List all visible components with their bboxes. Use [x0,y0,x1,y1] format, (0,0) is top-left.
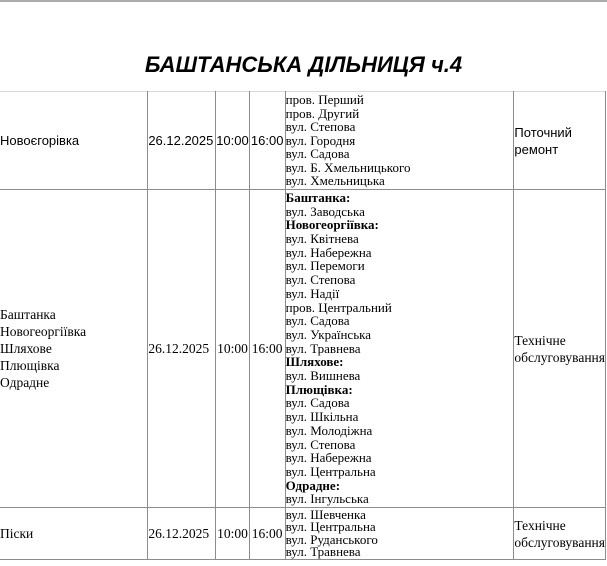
settlement-list [0,132,147,149]
start-time-cell: 10:00 [216,190,250,508]
settlement-cell [0,190,148,508]
street-name: вул. Руданського [285,531,378,547]
street-name: вул. Степова [285,436,356,452]
settlement-name: Баштанка [0,307,56,322]
street-group-header: Плющівка: [285,381,353,397]
work-type-label: Поточний ремонт [514,124,572,157]
outage-schedule-table [0,91,606,560]
street-name: вул. Вишнева [285,368,361,384]
end-time-cell: 16:00 [249,508,285,560]
street-name: вул. Б. Хмельницького [285,159,411,175]
street-name: вул. Центральна [285,463,376,479]
street-group-header: Новогеоргіївка: [285,217,379,233]
street-name: вул. Шевченка [285,506,366,522]
street-group-header: Баштанка: [285,189,351,205]
streets-cell [285,92,514,190]
work-type-label: Технічне обслуговування [514,332,605,365]
street-name: пров. Другий [285,105,360,121]
street-list [285,506,514,559]
settlement-name: Новогеоргіївка [0,324,87,339]
work-type-cell [514,190,606,508]
date-cell: 26.12.2025 [148,508,216,560]
street-name: вул. Молодіжна [285,422,373,438]
street-name: вул. Набережна [285,244,372,260]
street-list [286,93,514,188]
street-name: вул. Надії [285,285,340,301]
page-title: БАШТАНСЬКА ДІЛЬНИЦЯ ч.4 [144,52,463,77]
street-name: вул. Травнева [285,340,361,356]
settlement-cell [0,508,148,560]
schedule-row [0,92,606,190]
settlement-name: Одрадне [0,375,50,390]
street-name: вул. Садова [285,146,350,162]
street-list [286,191,514,506]
work-type-label: Технічне обслуговування [514,517,605,550]
settlement-name: Новоєгорівка [0,133,80,148]
street-name: пров. Перший [285,92,364,108]
schedule-row [0,508,606,560]
settlement-cell [0,92,148,190]
settlement-name: Плющівка [0,358,60,373]
top-divider-rule [0,0,607,2]
date-cell: 26.12.2025 [148,190,216,508]
settlement-list [0,525,147,542]
settlement-list [0,306,147,391]
settlement-name: Піски [0,526,34,541]
street-name: вул. Садова [285,395,350,411]
street-name: вул. Заводська [285,203,365,219]
street-name: вул. Українська [285,326,372,342]
street-name: вул. Городня [285,132,356,148]
work-type-cell [514,508,606,560]
streets-cell [285,190,514,508]
street-name: вул. Степова [285,119,356,135]
street-name: вул. Травнева [285,544,361,559]
street-name: вул. Квітнева [285,231,359,247]
schedule-row [0,190,606,508]
start-time-cell: 10:00 [216,508,250,560]
start-time-cell: 10:00 [216,92,250,190]
street-name: вул. Степова [285,272,356,288]
street-group-header: Одрадне: [285,477,341,493]
end-time-cell: 16:00 [249,92,285,190]
street-name: вул. Перемоги [285,258,365,274]
street-name: вул. Хмельницька [285,173,385,189]
streets-cell [285,508,514,560]
street-name: вул. Центральна [285,519,376,534]
work-type-cell [514,92,606,190]
date-cell: 26.12.2025 [148,92,216,190]
street-name: пров. Центральний [285,299,392,315]
end-time-cell: 16:00 [249,190,285,508]
street-name: вул. Набережна [285,450,372,466]
street-name: вул. Інгульська [285,491,369,507]
street-name: вул. Шкільна [285,409,359,425]
settlement-name: Шляхове [0,341,52,356]
street-name: вул. Садова [285,313,350,329]
street-group-header: Шляхове: [285,354,344,370]
